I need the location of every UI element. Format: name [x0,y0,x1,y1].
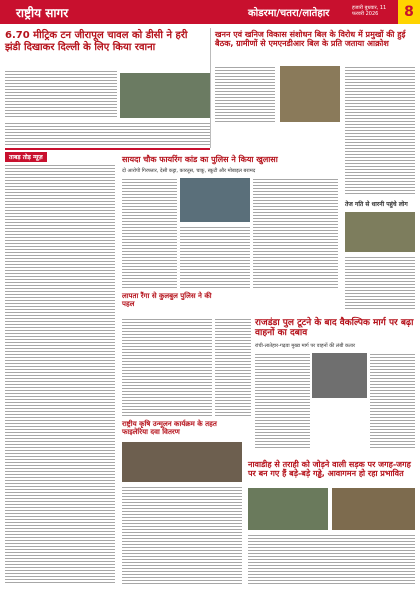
column-rule-1 [210,28,211,148]
body-s8 [248,534,415,584]
headline-s5: तेज गति से धारनी पहुंचे लोग [345,201,408,208]
headline-s4: लापता रैंगा से कुलबुल पुलिस ने की पहल [122,292,212,309]
breaking-news-head: ताबड़ तोड़ न्यूज़ [5,152,47,162]
body-s3 [122,178,177,288]
body-s4b [215,318,251,418]
headline-s3: सायदा चौक फायरिंग कांड का पुलिस ने किया खुलासा [122,155,278,164]
edition-date: हजारी बुधवार, 11 फरवरी 2026 [352,5,387,17]
body-s2 [215,66,275,122]
photo-s1 [120,73,210,118]
page-number: 8 [398,0,420,24]
body-s3c [180,226,250,288]
subhead-s6: रांची-लातेहार-गढ़वा मुख्य मार्ग पर वाहनों की लंबी कतार [255,343,356,349]
body-s6 [255,353,310,448]
body-s4 [122,318,212,418]
photo-s2 [280,66,340,122]
body-s2b [345,66,415,196]
photo-s8b [332,488,415,530]
photo-s3 [180,178,250,222]
section-rule [5,148,210,150]
body-s5 [345,256,415,311]
subhead-s3: दो आरोपी गिरफ्तार, देसी कट्टा, कारतूस, चाकू, स्कूटी और मोबाइल बरामद [122,168,256,174]
photo-s5 [345,212,415,252]
photo-s6 [312,353,367,398]
body-s1b [5,122,210,146]
masthead [0,0,420,24]
headline-s2: खनन एवं खनिज विकास संशोधन बिल के विरोध में प्रमुखों की हुई बैठक, ग्रामीणों से एमएनडीआर बिल के प्रति जताया आक्रोश [215,30,406,49]
headline-s6: राजडंडा पुल टूटने के बाद वैकल्पिक मार्ग पर बढ़ा वाहनों का दबाव [255,318,414,339]
headline-s7: राष्ट्रीय कृषि उन्मूलन कार्यक्रम के तहत फाइलेरिया दवा वितरण [122,420,217,437]
photo-s8 [248,488,328,530]
body-s1 [5,70,117,118]
breaking-news-body [5,164,115,584]
body-s6b [370,353,415,448]
body-s7 [122,486,242,584]
headline-s8: नावाडीह से तराही को जोड़ने वाली सड़क पर जगह-जगह पर बन गए हैं बड़े-बड़े गड्ढे, आवागमन हो रहा प्रभावित [248,460,411,479]
photo-s7 [122,442,242,482]
headline-s1: 6.70 मीट्रिक टन जीरापूल चावल को डीसी ने हरी झंडी दिखाकर दिल्ली के लिए किया रवाना [5,30,188,53]
brand-name: राष्ट्रीय सागर [16,6,69,20]
body-s3b [253,178,338,288]
edition-name: कोडरमा/चतरा/लातेहार [248,8,330,19]
